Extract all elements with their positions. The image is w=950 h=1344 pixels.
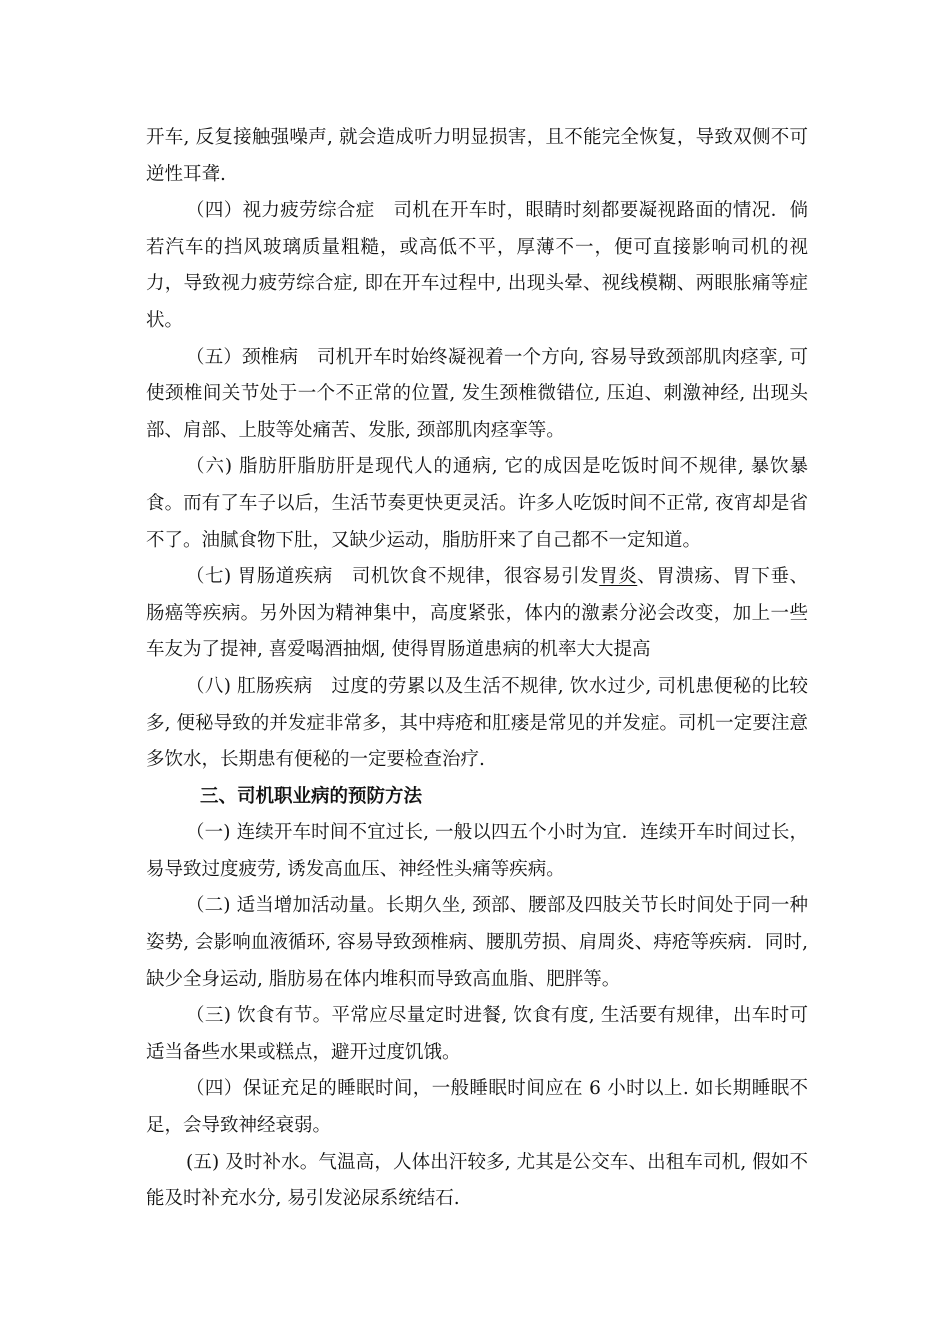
paragraph-cervical-spondylosis: （五）颈椎病 司机开车时始终凝视着一个方向, 容易导致颈部肌肉痉挛, 可使颈椎间关节处于一个不正常的位置, 发生颈椎微错位, 压迫、刺激神经, 出现头部、肩部、上肢等处痛苦、发胀, 颈部肌肉痉挛等。	[146, 346, 808, 441]
paragraph-anorectal: （八) 肛肠疾病 过度的劳累以及生活不规律, 饮水过少, 司机患便秘的比较多, 便秘导致的并发症非常多，其中痔疮和肛瘘是常见的并发症。司机一定要注意多饮水，长期患有便秘的一定要检查治疗.	[146, 675, 808, 771]
paragraph-prevention-1: （一) 连续开车时间不宜过长, 一般以四五个小时为宜．连续开车时间过长，易导致过度疲劳, 诱发高血压、神经性头痛等疾病。	[146, 822, 808, 880]
paragraph-prevention-4: （四）保证充足的睡眠时间，一般睡眠时间应在 6 小时以上. 如长期睡眠不足，会导致神经衰弱。	[146, 1078, 808, 1137]
paragraph-hearing-loss-continued: 开车, 反复接触强噪声, 就会造成听力明显损害，且不能完全恢复，导致双侧不可逆性耳聋.	[146, 127, 808, 185]
paragraph-prevention-3: （三) 饮食有节。平常应尽量定时进餐, 饮食有度, 生活要有规律，出车时可适当备些水果或糕点，避开过度饥饿。	[146, 1005, 808, 1063]
section-heading-prevention: 三、司机职业病的预防方法	[200, 785, 423, 807]
paragraph-prevention-5: (五) 及时补水。气温高，人体出汗较多, 尤其是公交车、出租车司机, 假如不能及时补充水分, 易引发泌尿系统结石.	[146, 1151, 808, 1210]
paragraph-fatty-liver: （六) 脂肪肝脂肪肝是现代人的通病, 它的成因是吃饭时间不规律, 暴饮暴食。而有了车子以后，生活节奏更快更灵活。许多人吃饭时间不正常, 夜宵却是省不了。油腻食物下肚，又缺少运动，脂肪肝来了自己都不一定知道。	[146, 456, 808, 551]
paragraph-gastrointestinal	[146, 559, 808, 669]
paragraph-prevention-2: （二) 适当增加活动量。长期久坐, 颈部、腰部及四肢关节长时间处于同一种姿势, 会影响血液循环, 容易导致颈椎病、腰肌劳损、肩周炎、痔疮等疾病．同时, 缺少全身运动, 脂肪易在体内堆积而导致高血脂、肥胖等。	[146, 895, 808, 990]
paragraph-visual-fatigue: （四）视力疲劳综合症 司机在开车时，眼睛时刻都要凝视路面的情况．倘若汽车的挡风玻璃质量粗糙，或高低不平，厚薄不一，便可直接影响司机的视力，导致视力疲劳综合症, 即在开车过程中, 出现头晕、视线模糊、两眼胀痛等症状。	[146, 200, 808, 331]
paragraph-gastrointestinal-text-end: 肠癌等疾病。另外因为精神集中，高度紧张，体内的激素分泌会改变，加上一些车友为了提神, 喜爱喝酒抽烟, 使得胃肠道患病的机率大大提高	[146, 602, 808, 661]
document-body	[146, 120, 808, 1218]
paragraph-gastrointestinal-text-mid: 、胃溃疡、胃下垂、	[637, 566, 808, 588]
paragraph-gastrointestinal-text-start: （七) 胃肠道疾病 司机饮食不规律，很容易引发	[186, 566, 600, 588]
gastritis-link[interactable]: 胃炎	[599, 566, 638, 588]
